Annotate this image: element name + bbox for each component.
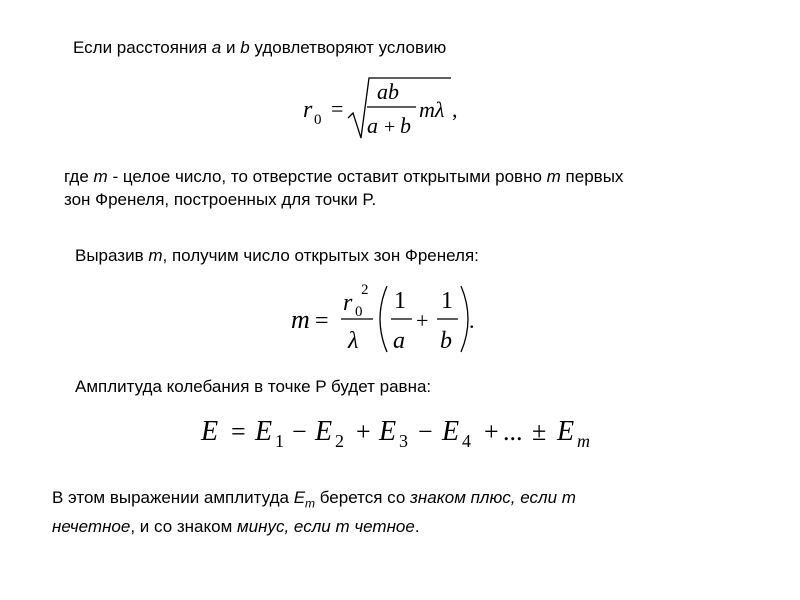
- E-var: E: [293, 488, 306, 507]
- E1-sub: 1: [275, 431, 284, 451]
- text-segment: В этом выражении амплитуда: [52, 488, 294, 507]
- r-sub: 0: [314, 112, 322, 128]
- text-segment: - целое число, то отверстие оставит открытыми ровно: [107, 167, 547, 186]
- express-m-line: [75, 244, 479, 267]
- E-var: E: [201, 416, 219, 447]
- plus-sign: +: [416, 308, 429, 333]
- paragraph-line-2: [52, 515, 576, 538]
- amplitude-line: Амплитуда колебания в точке P будет равна:: [75, 377, 432, 396]
- minus-sign: −: [418, 417, 433, 446]
- var-b: b: [240, 38, 250, 57]
- denom-b: b: [440, 328, 452, 354]
- period: .: [469, 308, 475, 333]
- intro-line: [73, 36, 446, 59]
- r-var: r: [303, 97, 313, 123]
- var-m: m: [546, 167, 561, 186]
- paragraph-line-2: зон Френеля, построенных для точки P.: [64, 190, 377, 209]
- plus-sign: +: [484, 417, 499, 446]
- comma: ,: [452, 97, 458, 122]
- intro-text: Если расстояния: [73, 38, 212, 57]
- one-b: 1: [441, 288, 453, 314]
- text-segment: , и со знаком: [130, 517, 238, 537]
- m-var: m: [291, 305, 310, 334]
- one-a: 1: [394, 288, 406, 314]
- right-paren: [461, 286, 468, 352]
- equals-sign: =: [331, 96, 344, 121]
- E4-var: E: [442, 416, 460, 447]
- text-segment: .: [414, 517, 420, 537]
- paragraph-where-m: [64, 165, 623, 211]
- italic-segment: минус, если m четное: [237, 517, 415, 537]
- plus-minus-sign: ±: [532, 417, 547, 446]
- minus-sign: −: [292, 417, 307, 446]
- denominator-a: a: [367, 113, 378, 138]
- Em-sub: m: [577, 431, 590, 451]
- equals-sign: =: [231, 417, 246, 446]
- text-segment: Выразив: [75, 246, 149, 265]
- formula-m: [285, 278, 485, 358]
- denominator-b: b: [400, 113, 411, 138]
- text-segment: первых: [560, 167, 624, 186]
- text-segment: берется со: [315, 488, 410, 507]
- italic-segment: нечетное: [52, 517, 131, 537]
- E3-var: E: [379, 416, 397, 447]
- text-segment: где: [64, 167, 94, 186]
- E2-var: E: [315, 416, 333, 447]
- E2-sub: 2: [335, 431, 344, 451]
- numerator-ab: ab: [377, 79, 399, 104]
- E-sub: m: [305, 496, 316, 511]
- r-var: r: [343, 290, 353, 316]
- var-m: m: [93, 167, 108, 186]
- left-paren: [380, 286, 387, 352]
- E4-sub: 4: [462, 431, 471, 451]
- m-lambda: mλ: [419, 97, 445, 122]
- var-m: m: [148, 246, 163, 265]
- equals-sign: =: [315, 308, 329, 334]
- E1-var: E: [255, 416, 273, 447]
- E3-sub: 3: [399, 431, 408, 451]
- r-sub: 0: [355, 304, 363, 320]
- italic-segment: знаком плюс, если m: [410, 488, 576, 507]
- denom-a: a: [393, 328, 405, 354]
- paragraph-sign-rule: [52, 486, 576, 538]
- ellipsis: ...: [503, 417, 523, 446]
- paragraph-line-1: [64, 165, 623, 188]
- text-segment: , получим число открытых зон Френеля:: [162, 246, 479, 265]
- paragraph-line-1: [52, 486, 576, 515]
- and-text: и: [225, 38, 241, 57]
- formula-amplitude: [195, 405, 615, 453]
- Em-var: E: [557, 416, 575, 447]
- formula-r0: [295, 72, 475, 142]
- r-sup: 2: [361, 282, 369, 298]
- lambda: λ: [348, 328, 359, 354]
- condition-text: удовлетворяют условию: [254, 38, 447, 57]
- plus-sign: +: [356, 417, 371, 446]
- plus-sign: +: [384, 116, 396, 138]
- var-a: a: [211, 38, 222, 57]
